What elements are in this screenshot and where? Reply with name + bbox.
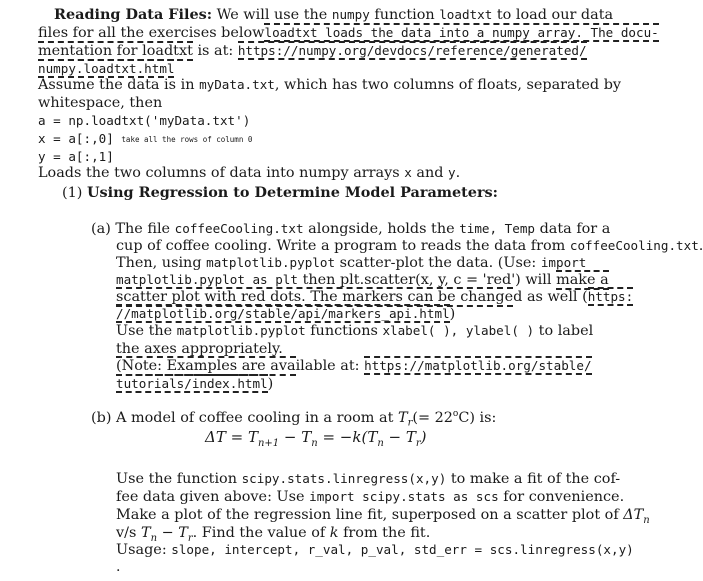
reading-line-10: Loads the two columns of data into numpy arrays x and y. [38, 165, 461, 181]
code-line-2: x = a[:,0] take all the rows of column 0 [38, 131, 253, 146]
dashed-annotation: loadtxt loads the data into a numpy array. The docu- [264, 25, 659, 40]
code-line-1: a = np.loadtxt('myData.txt') [38, 113, 251, 128]
section-1-heading: (1) Using Regression to Determine Model Parameters: [62, 184, 498, 201]
part-b-line-6: Usage: slope, intercept, r_val, p_val, std_err = scs.linregress(x,y) [116, 542, 634, 558]
dashed-annotation: make a [556, 272, 609, 288]
part-a-line-9: (Note: Examples are available at: https://matplotlib.org/stable/ [116, 358, 592, 374]
tutorials-link[interactable]: https://matplotlib.org/stable/ [364, 358, 592, 373]
cooling-equation: $\Delta T = T_{n+1} - T_n = -k(T_n - T_r)$ [205, 428, 427, 449]
part-a-line-3: Then, using matplotlib.pyplot scatter-plot the data. (Use: import [116, 255, 587, 271]
part-a-line-4: matplotlib.pyplot as plt then plt.scatter(x, y, c = 'red') will make a [116, 272, 609, 288]
code-line-3: y = a[:,1] [38, 149, 114, 164]
reading-line-2: files for all the exercises belowloadtxt loads the data into a numpy array. The docu- [38, 25, 659, 41]
numpy-docs-link-continued[interactable]: numpy.loadtxt.html [38, 61, 175, 76]
part-b-label: (b) [91, 409, 112, 426]
part-b-line-2: Use the function scipy.stats.linregress(x,y) to make a fit of the cof- [116, 471, 621, 487]
code-comment: take all the rows of column 0 [121, 135, 253, 144]
dashed-annotation: (Note: Examples are ava [116, 358, 296, 374]
part-a-line-8: the axes appropriately. [116, 341, 283, 357]
trailing-dot: . [116, 559, 121, 575]
dashed-annotation: scatter plot with red dots. The markers can be change [116, 289, 514, 305]
markers-link[interactable]: https: [587, 289, 634, 304]
part-a-line-1: (a) The file coffeeCooling.txt alongside, holds the time, Temp data for a [91, 221, 611, 237]
part-a-line-7: Use the matplotlib.pyplot functions xlabel( ), ylabel( ) to label [116, 323, 594, 339]
part-b-line-5: v/s $T_n - T_r$. Find the value of k from the fit. [116, 525, 431, 544]
reading-line-1: Reading Data Files: We will use the numpy function loadtxt to load our data [54, 6, 614, 23]
reading-heading: Reading Data Files: [54, 6, 213, 23]
reading-line-3: mentation for loadtxt is at: https://numpy.org/devdocs/reference/generated/ [38, 43, 587, 59]
part-b-line-3: fee data given above: Use import scipy.stats as scs for convenience. [116, 489, 625, 505]
part-a-line-2: cup of coffee cooling. Write a program to reads the data from coffeeCooling.txt. [116, 238, 703, 254]
part-a-line-6: //matplotlib.org/stable/api/markers_api.html) [116, 306, 456, 322]
reading-line-6: whitespace, then [38, 95, 163, 111]
part-a-label: (a) [91, 221, 111, 237]
markers-link-continued[interactable]: //matplotlib.org/stable/api/markers_api.html [116, 306, 450, 321]
reading-line-5: Assume the data is in myData.txt, which has two columns of floats, separated by [38, 77, 622, 93]
numpy-docs-link[interactable]: https://numpy.org/devdocs/reference/generated/ [237, 43, 587, 58]
part-b-line-4: Make a plot of the regression line fit, superposed on a scatter plot of $\Delta T_n$ [116, 507, 650, 526]
tutorials-link-continued[interactable]: tutorials/index.html [116, 376, 268, 391]
part-a-line-10: tutorials/index.html) [116, 376, 274, 392]
dashed-annotation: mentation for loadtxt [38, 43, 193, 59]
part-b-line-1: (b) A model of coffee cooling in a room at $T_r(= 22^oC)$ is: [91, 409, 497, 429]
part-a-line-5: scatter plot with red dots. The markers can be changed as well (https: [116, 289, 634, 305]
